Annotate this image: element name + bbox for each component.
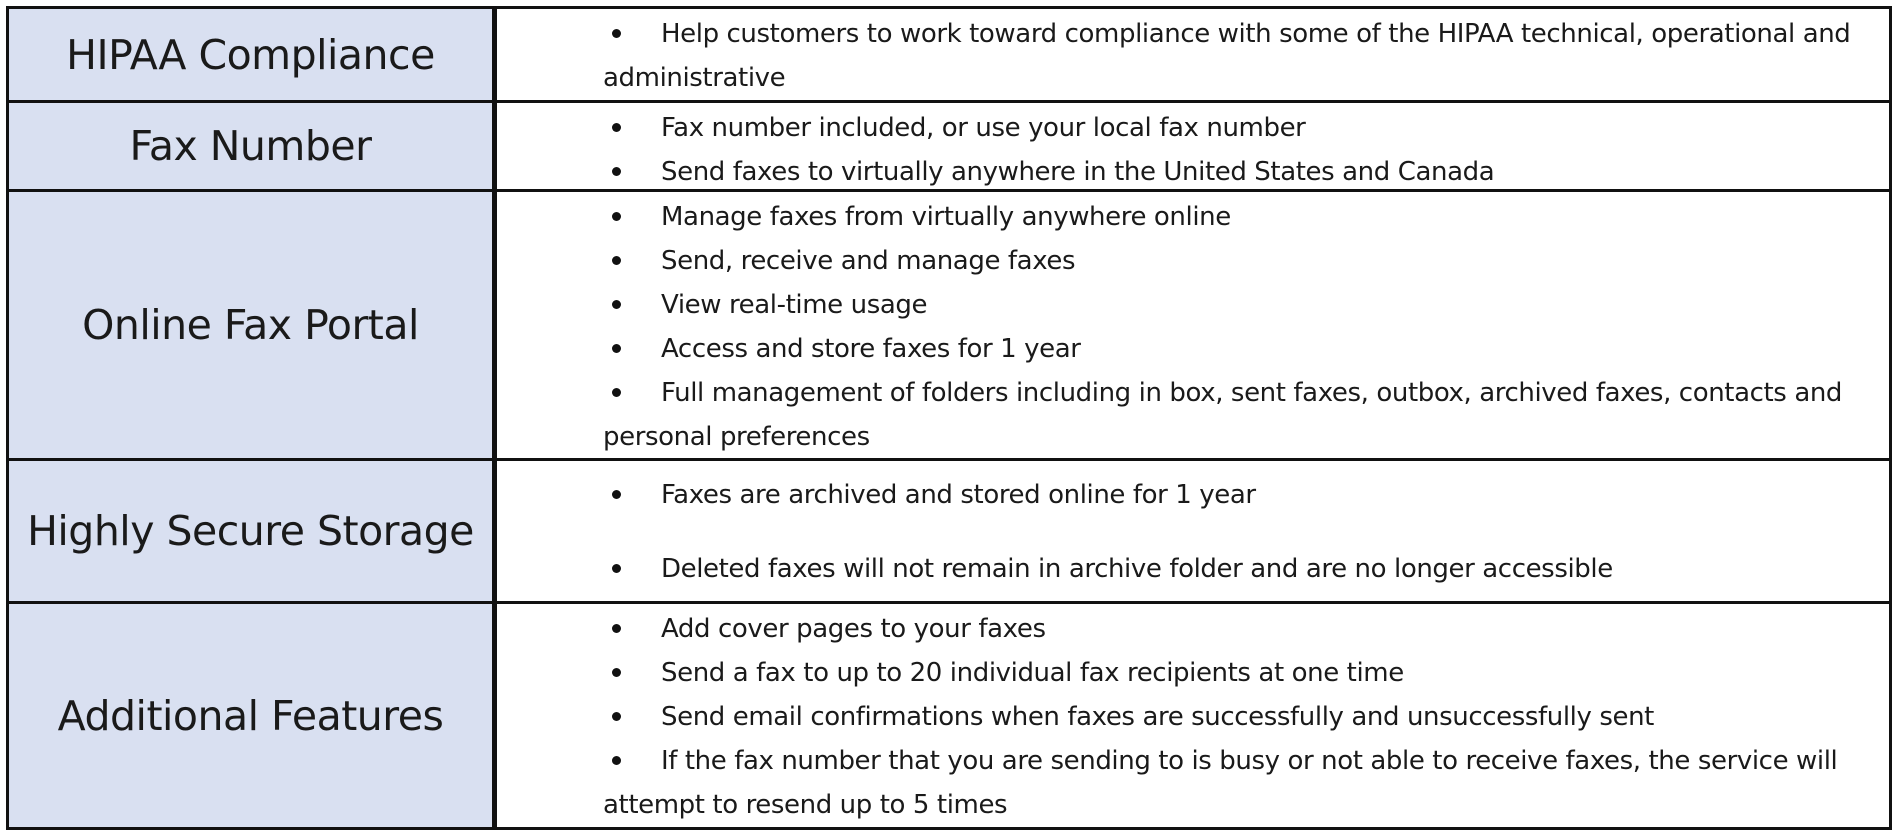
- list-item-text: Add cover pages to your faxes: [661, 614, 1046, 644]
- list-item: [497, 739, 1889, 827]
- list-item: [497, 371, 1889, 459]
- list-item-text: Help customers to work toward compliance with some of the HIPAA technical, operational and: [661, 19, 1851, 49]
- list-item: [497, 327, 1889, 371]
- list-item: [497, 607, 1889, 651]
- list-item-text-continued: administrative: [603, 63, 786, 93]
- list-item-text: Faxes are archived and stored online for 1 year: [661, 480, 1256, 510]
- table-row-hipaa: [9, 9, 1889, 103]
- bullet-icon: [612, 167, 621, 176]
- list-item-text-continued: personal preferences: [603, 422, 870, 452]
- list-item: [497, 106, 1889, 150]
- bullet-icon: [612, 344, 621, 353]
- list-item: [497, 547, 1889, 591]
- spacer: [497, 517, 1889, 547]
- bullet-icon: [612, 564, 621, 573]
- list-item-text: If the fax number that you are sending to is busy or not able to receive faxes, the service will: [661, 746, 1838, 776]
- list-item-text: Full management of folders including in box, sent faxes, outbox, archived faxes, contacts and: [661, 378, 1843, 408]
- list-item: [497, 695, 1889, 739]
- list-item: [497, 651, 1889, 695]
- row-content: [497, 604, 1889, 827]
- list-item-text: Fax number included, or use your local fax number: [661, 113, 1306, 143]
- list-item: [497, 195, 1889, 239]
- bullet-icon: [612, 712, 621, 721]
- table-row-fax-number: [9, 103, 1889, 192]
- row-content: [497, 192, 1889, 458]
- row-label: Fax Number: [9, 103, 497, 189]
- bullet-icon: [612, 624, 621, 633]
- list-item-text-continued: attempt to resend up to 5 times: [603, 790, 1008, 820]
- row-label: Additional Features: [9, 604, 497, 827]
- list-item: [497, 239, 1889, 283]
- features-table: [6, 6, 1892, 830]
- row-content: [497, 9, 1889, 100]
- bullet-icon: [612, 123, 621, 132]
- list-item-text: Send a fax to up to 20 individual fax recipients at one time: [661, 658, 1404, 688]
- row-label: HIPAA Compliance: [9, 9, 497, 100]
- bullet-icon: [612, 256, 621, 265]
- bullet-icon: [612, 490, 621, 499]
- list-item: [497, 283, 1889, 327]
- list-item-text: Deleted faxes will not remain in archive folder and are no longer accessible: [661, 554, 1613, 584]
- list-item: [497, 473, 1889, 517]
- list-item-text: Manage faxes from virtually anywhere online: [661, 202, 1231, 232]
- list-item: [497, 150, 1889, 194]
- table-row-additional-features: [9, 604, 1889, 827]
- row-content: [497, 461, 1889, 601]
- list-item-text: View real-time usage: [661, 290, 928, 320]
- bullet-icon: [612, 29, 621, 38]
- bullet-icon: [612, 300, 621, 309]
- table-row-secure-storage: [9, 461, 1889, 604]
- bullet-icon: [612, 668, 621, 677]
- list-item-text: Access and store faxes for 1 year: [661, 334, 1081, 364]
- bullet-icon: [612, 756, 621, 765]
- row-label: Online Fax Portal: [9, 192, 497, 458]
- list-item-text: Send, receive and manage faxes: [661, 246, 1076, 276]
- row-label: Highly Secure Storage: [9, 461, 497, 601]
- list-item-text: Send faxes to virtually anywhere in the United States and Canada: [661, 157, 1495, 187]
- bullet-icon: [612, 212, 621, 221]
- table-row-online-fax-portal: [9, 192, 1889, 461]
- list-item-text: Send email confirmations when faxes are successfully and unsuccessfully sent: [661, 702, 1654, 732]
- row-content: [497, 103, 1889, 189]
- bullet-icon: [612, 388, 621, 397]
- list-item: [497, 12, 1889, 100]
